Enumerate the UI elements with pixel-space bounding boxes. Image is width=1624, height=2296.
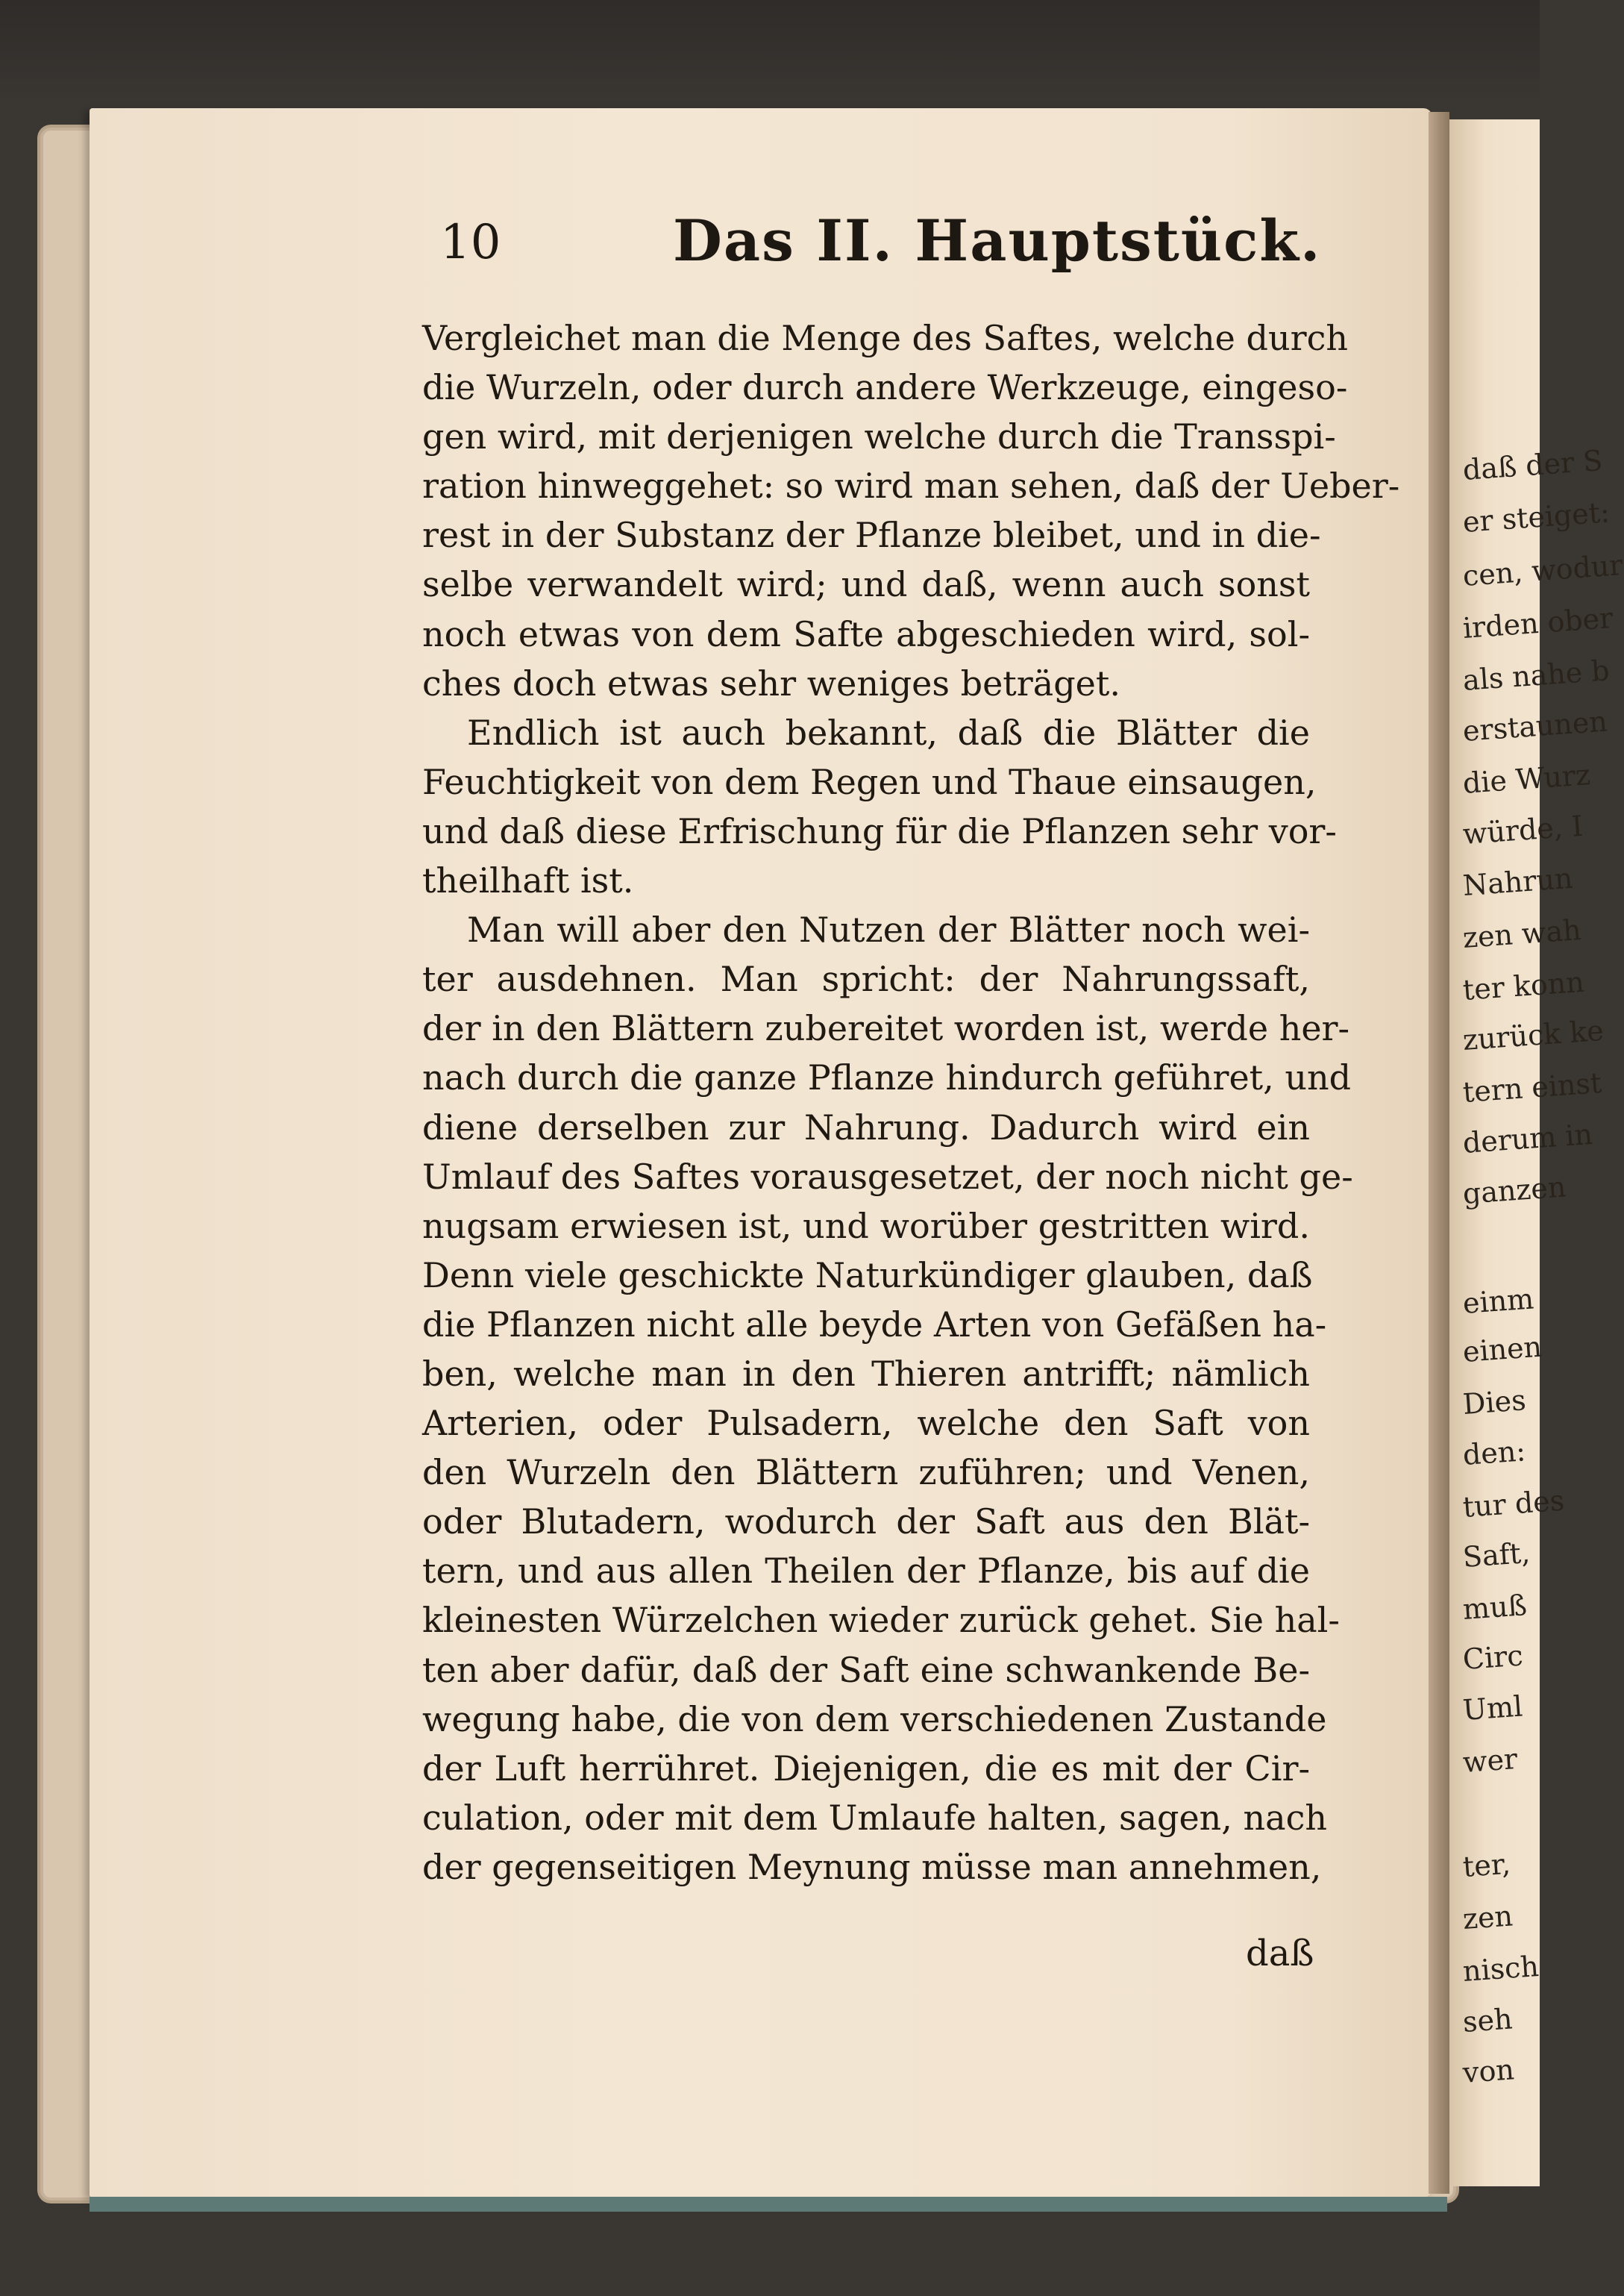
facing-fragment: ganzen (1461, 1170, 1567, 1210)
text-line: ration hinweggehet: so wird man sehen, daß der Ueber- (422, 466, 1400, 507)
text-line: der gegenseitigen Meynung müsse man annehmen, (422, 1846, 1322, 1887)
text-line: wegung habe, die von dem verschiedenen Zustande (422, 1698, 1327, 1739)
text-line: noch etwas von dem Safte abgeschieden wird, sol- (422, 613, 1310, 654)
text-line: ter ausdehnen. Man spricht: der Nahrungssaft, (422, 959, 1310, 1000)
facing-fragment: zen (1461, 1899, 1514, 1936)
text-line: Endlich ist auch bekannt, daß die Blätter die (467, 712, 1310, 753)
facing-fragment: zurück ke (1461, 1013, 1605, 1057)
text-line: oder Blutadern, wodurch der Saft aus den Blät- (422, 1501, 1310, 1542)
text-line: Vergleichet man die Menge des Saftes, welche durch (422, 318, 1348, 358)
text-line: die Wurzeln, oder durch andere Werkzeuge, eingeso- (422, 367, 1348, 408)
text-line: Man will aber den Nutzen der Blätter noch wei- (467, 910, 1310, 951)
facing-fragment: muß (1461, 1589, 1529, 1626)
facing-page (1449, 119, 1624, 2186)
text-line: der in den Blättern zubereitet worden ist, werde her- (422, 1008, 1350, 1049)
text-line: rest in der Substanz der Pflanze bleibet, und in die- (422, 515, 1321, 556)
text-line: und daß diese Erfrischung für die Pflanzen sehr vor- (422, 810, 1337, 851)
text-line: nach durch die ganze Pflanze hindurch geführet, und (422, 1057, 1352, 1098)
text-line: den Wurzeln den Blättern zuführen; und Venen, (422, 1452, 1310, 1493)
facing-fragment: nisch (1461, 1949, 1540, 1988)
facing-fragment: Circ (1461, 1639, 1525, 1676)
book-cover-edge (90, 2197, 1447, 2212)
facing-fragment: seh (1461, 2002, 1514, 2039)
facing-fragment: einm (1461, 1282, 1535, 1320)
facing-fragment: daß der S (1461, 443, 1604, 487)
facing-fragment: den: (1461, 1434, 1527, 1471)
page-header (440, 207, 1322, 282)
text-line: die Pflanzen nicht alle beyde Arten von Gefäßen ha- (422, 1304, 1327, 1345)
facing-fragment: einen (1461, 1330, 1543, 1368)
facing-fragment: würde, I (1461, 809, 1584, 851)
text-line: diene derselben zur Nahrung. Dadurch wird ein (422, 1107, 1310, 1148)
text-line: Arterien, oder Pulsadern, welche den Saft von (422, 1403, 1310, 1444)
facing-fragment: zen wah (1461, 913, 1582, 954)
catchword: daß (1246, 1933, 1314, 1974)
facing-fragment: als nahe b (1461, 654, 1611, 697)
text-line: culation, oder mit dem Umlaufe halten, sagen, nach (422, 1797, 1327, 1838)
backdrop (0, 0, 1540, 104)
facing-fragment: von (1461, 2053, 1516, 2089)
facing-fragment: ter, (1461, 1847, 1512, 1883)
page-number: 10 (440, 215, 501, 270)
body-text (422, 313, 1400, 1892)
facing-fragment: derum in (1461, 1117, 1594, 1160)
text-line: Feuchtigkeit von dem Regen und Thaue einsaugen, (422, 761, 1317, 802)
text-line: theilhaft ist. (422, 860, 634, 901)
text-line: ches doch etwas sehr weniges beträget. (422, 663, 1120, 704)
facing-fragment: er steiget: (1461, 495, 1611, 539)
text-line: Umlauf des Saftes vorausgesetzet, der noch nicht ge- (422, 1156, 1353, 1197)
text-line: gen wird, mit derjenigen welche durch die Transspi- (422, 416, 1336, 457)
text-line: nugsam erwiesen ist, und worüber gestritten wird. (422, 1205, 1310, 1246)
facing-fragment: tur des (1461, 1483, 1566, 1524)
facing-fragment: irden ober (1461, 601, 1614, 645)
facing-fragment: wer (1461, 1742, 1519, 1779)
facing-fragment: erstaunen (1461, 704, 1609, 748)
text-line: tern, und aus allen Theilen der Pflanze, bis auf die (422, 1551, 1310, 1592)
text-line: ten aber dafür, daß der Saft eine schwankende Be- (422, 1649, 1310, 1690)
facing-fragment: Uml (1461, 1689, 1524, 1727)
text-line: ben, welche man in den Thieren antrifft; nämlich (422, 1353, 1310, 1394)
text-line: selbe verwandelt wird; und daß, wenn auch sonst (422, 564, 1310, 605)
facing-fragment: tern einst (1461, 1066, 1603, 1109)
book-gutter (1429, 112, 1449, 2194)
text-line: kleinesten Würzelchen wieder zurück gehet. Sie hal- (422, 1600, 1340, 1641)
running-head: Das II. Hauptstück. (673, 207, 1322, 274)
text-line: der Luft herrühret. Diejenigen, die es mit der Cir- (422, 1748, 1310, 1789)
facing-fragment: Dies (1461, 1383, 1527, 1421)
facing-fragment: Nahrun (1461, 861, 1574, 902)
facing-fragment: Saft, (1461, 1536, 1531, 1574)
facing-fragment: ter konn (1461, 965, 1585, 1007)
text-line: Denn viele geschickte Naturkündiger glauben, daß (422, 1254, 1313, 1295)
facing-fragment: die Wurz (1461, 758, 1592, 800)
facing-fragment: cen, wodur (1461, 548, 1624, 592)
